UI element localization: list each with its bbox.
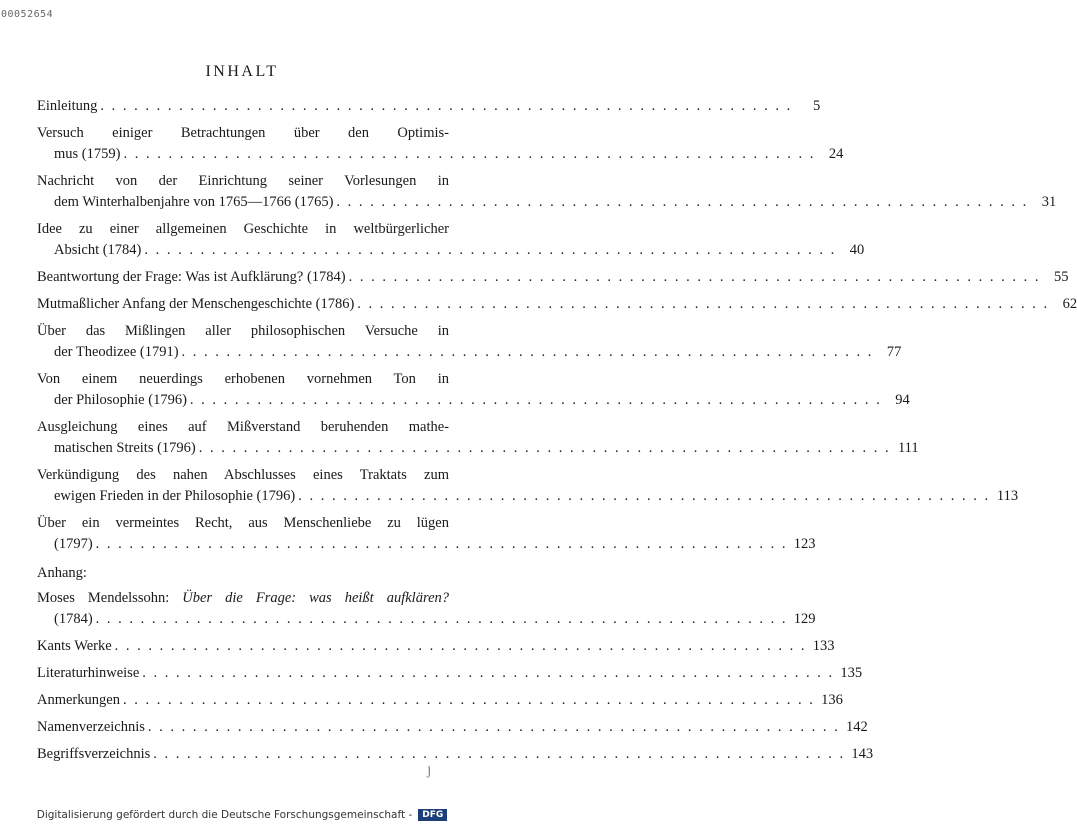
- toc-entry-appendix[interactable]: [37, 717, 868, 738]
- leader-dots: . . . . . . . . . . . . . . . . . . . . . . . . . . . . . . . . . . . . . . . . . . . . . . . . . . . . . . . . . . . . . .: [336, 194, 1029, 210]
- page-number: 77: [886, 344, 902, 360]
- page-number: 133: [812, 638, 835, 654]
- toc-entry-line: [37, 123, 449, 144]
- toc-entry-title: der Philosophie (1796): [54, 392, 187, 408]
- toc-entry-title: Kants Werke: [37, 638, 112, 654]
- toc-entry[interactable]: [37, 417, 919, 459]
- toc-main-entries: [37, 96, 1077, 555]
- page-number: 142: [846, 719, 868, 735]
- toc-entry-title: Anmerkungen: [37, 692, 120, 708]
- toc-entry-title: Mutmaßlicher Anfang der Menschengeschichte (1786): [37, 296, 355, 312]
- leader-dots: . . . . . . . . . . . . . . . . . . . . . . . . . . . . . . . . . . . . . . . . . . . . . . . . . . . . . . . . . . . . . .: [122, 692, 815, 708]
- toc-entry-line: [37, 369, 449, 390]
- toc-entry-line: [37, 417, 449, 438]
- toc-entry-title: Einleitung: [37, 98, 98, 114]
- toc-entry-title: Über ein vermeintes Recht, aus Menschenliebe zu lügen: [37, 515, 449, 531]
- toc-entry-line: [37, 534, 816, 555]
- page-number: 94: [895, 392, 910, 408]
- toc-entry-mendelssohn[interactable]: [37, 588, 816, 630]
- toc-entry-line: [37, 267, 1069, 288]
- leader-dots: . . . . . . . . . . . . . . . . . . . . . . . . . . . . . . . . . . . . . . . . . . . . . . . . . . . . . . . . . . . . . .: [348, 269, 1041, 285]
- page-number: 40: [849, 242, 865, 258]
- toc-entry[interactable]: [37, 369, 910, 411]
- leader-dots: . . . . . . . . . . . . . . . . . . . . . . . . . . . . . . . . . . . . . . . . . . . . . . . . . . . . . . . . . . . . . .: [357, 296, 1050, 312]
- toc-entry-title: Nachricht von der Einrichtung seiner Vorlesungen in: [37, 173, 449, 189]
- toc-entry-line: [37, 744, 874, 765]
- toc-entry-line: [37, 219, 449, 240]
- toc-entry-title: Ausgleichung eines auf Mißverstand beruhenden mathe-: [37, 419, 449, 435]
- toc-entry-title: Verkündigung des nahen Abschlusses eines Traktats zum: [37, 467, 449, 483]
- leader-dots: . . . . . . . . . . . . . . . . . . . . . . . . . . . . . . . . . . . . . . . . . . . . . . . . . . . . . . . . . . . . . .: [142, 665, 835, 681]
- page-number: 62: [1062, 296, 1077, 312]
- mendelssohn-year: (1784): [54, 611, 93, 627]
- page-number: 24: [828, 146, 844, 162]
- leader-dots: . . . . . . . . . . . . . . . . . . . . . . . . . . . . . . . . . . . . . . . . . . . . . . . . . . . . . . . . . . . . . .: [95, 611, 788, 627]
- leader-dots: . . . . . . . . . . . . . . . . . . . . . . . . . . . . . . . . . . . . . . . . . . . . . . . . . . . . . . . . . . . . . .: [189, 392, 882, 408]
- toc-entry-title: Begriffsverzeichnis: [37, 746, 151, 762]
- page-number: 135: [840, 665, 863, 681]
- scan-id: 00052654: [1, 9, 54, 20]
- page-number: 123: [793, 536, 816, 552]
- toc-entry[interactable]: [37, 219, 865, 261]
- page-number: 143: [851, 746, 874, 762]
- leader-dots: . . . . . . . . . . . . . . . . . . . . . . . . . . . . . . . . . . . . . . . . . . . . . . . . . . . . . . . . . . . . . .: [144, 242, 837, 258]
- toc-entry[interactable]: [37, 294, 1077, 315]
- mendelssohn-author: Moses Mendelssohn:: [37, 590, 170, 606]
- toc-entry-appendix[interactable]: [37, 690, 843, 711]
- toc-entry[interactable]: [37, 96, 821, 117]
- toc-entry-line: [37, 144, 844, 165]
- toc-entry-title: Absicht (1784): [54, 242, 142, 258]
- toc-entry-line: [37, 465, 449, 486]
- toc-entry-title: Von einem neuerdings erhobenen vornehmen Ton in: [37, 371, 449, 387]
- ink-mark: ȷ: [427, 761, 432, 778]
- toc-entry-title: ewigen Frieden in der Philosophie (1796): [54, 488, 296, 504]
- toc-entry[interactable]: [37, 321, 902, 363]
- page-number: 111: [897, 440, 919, 456]
- toc-entry-title: matischen Streits (1796): [54, 440, 196, 456]
- mendelssohn-title: Über die Frage: was heißt aufklären?: [182, 590, 450, 606]
- leader-dots: . . . . . . . . . . . . . . . . . . . . . . . . . . . . . . . . . . . . . . . . . . . . . . . . . . . . . . . . . . . . . .: [100, 98, 793, 114]
- toc-entry[interactable]: [37, 123, 844, 165]
- toc-entry-line: [37, 96, 821, 117]
- toc-entry-line: [37, 636, 835, 657]
- toc-entry-title: der Theodizee (1791): [54, 344, 179, 360]
- toc-entry-title: Idee zu einer allgemeinen Geschichte in weltbürgerlicher: [37, 221, 449, 237]
- page-number: 136: [821, 692, 843, 708]
- toc-entry-line: [37, 486, 1019, 507]
- toc-entry-line: [37, 171, 449, 192]
- leader-dots: . . . . . . . . . . . . . . . . . . . . . . . . . . . . . . . . . . . . . . . . . . . . . . . . . . . . . . . . . . . . . .: [153, 746, 846, 762]
- toc-entry[interactable]: [37, 513, 816, 555]
- leader-dots: . . . . . . . . . . . . . . . . . . . . . . . . . . . . . . . . . . . . . . . . . . . . . . . . . . . . . . . . . . . . . .: [123, 146, 816, 162]
- toc-entry-title: dem Winterhalbenjahre von 1765—1766 (1765): [54, 194, 334, 210]
- toc-entry-line: [37, 321, 449, 342]
- toc-entry-line: [37, 438, 919, 459]
- page-number: 5: [813, 98, 821, 114]
- toc-entry-line: [37, 240, 865, 261]
- toc-entry-line: [37, 342, 902, 363]
- toc-entry[interactable]: [37, 267, 1069, 288]
- digitization-footer: [0, 806, 484, 824]
- toc-entry-line: [37, 294, 1077, 315]
- leader-dots: . . . . . . . . . . . . . . . . . . . . . . . . . . . . . . . . . . . . . . . . . . . . . . . . . . . . . . . . . . . . . .: [181, 344, 874, 360]
- toc-entry-title: (1797): [54, 536, 93, 552]
- page-title: INHALT: [205, 63, 279, 80]
- page-number: 31: [1041, 194, 1057, 210]
- toc-entry-line: [37, 690, 843, 711]
- toc-entry-appendix[interactable]: [37, 663, 863, 684]
- appendix-items: [37, 636, 874, 765]
- toc-entry-line: [37, 717, 868, 738]
- toc-entry-title: Über das Mißlingen aller philosophischen Versuche in: [37, 323, 449, 339]
- page-number: 55: [1054, 269, 1069, 285]
- toc-entry[interactable]: [37, 171, 1057, 213]
- leader-dots: . . . . . . . . . . . . . . . . . . . . . . . . . . . . . . . . . . . . . . . . . . . . . . . . . . . . . . . . . . . . . .: [95, 536, 788, 552]
- toc-entry-title: Literaturhinweise: [37, 665, 140, 681]
- toc-entry-line: [37, 192, 1057, 213]
- table-of-contents: [37, 96, 1077, 765]
- toc-entry-appendix[interactable]: [37, 636, 835, 657]
- leader-dots: . . . . . . . . . . . . . . . . . . . . . . . . . . . . . . . . . . . . . . . . . . . . . . . . . . . . . . . . . . . . . .: [147, 719, 840, 735]
- dfg-logo: DFG: [418, 809, 447, 821]
- toc-entry-line: [37, 390, 910, 411]
- appendix-heading: Anhang:: [37, 565, 87, 581]
- leader-dots: . . . . . . . . . . . . . . . . . . . . . . . . . . . . . . . . . . . . . . . . . . . . . . . . . . . . . . . . . . . . . .: [114, 638, 807, 654]
- toc-entry-line: [37, 663, 863, 684]
- toc-entry-title: mus (1759): [54, 146, 121, 162]
- toc-entry-line: [37, 513, 449, 534]
- toc-entry-title: Beantwortung der Frage: Was ist Aufklärung? (1784): [37, 269, 346, 285]
- page-number: 129: [793, 611, 816, 627]
- toc-entry-title: Versuch einiger Betrachtungen über den Optimis-: [37, 125, 449, 141]
- toc-entry-appendix[interactable]: [37, 744, 874, 765]
- footer-text: Digitalisierung gefördert durch die Deutsche Forschungsgemeinschaft -: [36, 809, 413, 821]
- page-number: 113: [996, 488, 1019, 504]
- leader-dots: . . . . . . . . . . . . . . . . . . . . . . . . . . . . . . . . . . . . . . . . . . . . . . . . . . . . . . . . . . . . . .: [298, 488, 991, 504]
- toc-entry[interactable]: [37, 465, 1019, 507]
- toc-entry-title: Namenverzeichnis: [37, 719, 145, 735]
- leader-dots: . . . . . . . . . . . . . . . . . . . . . . . . . . . . . . . . . . . . . . . . . . . . . . . . . . . . . . . . . . . . . .: [198, 440, 891, 456]
